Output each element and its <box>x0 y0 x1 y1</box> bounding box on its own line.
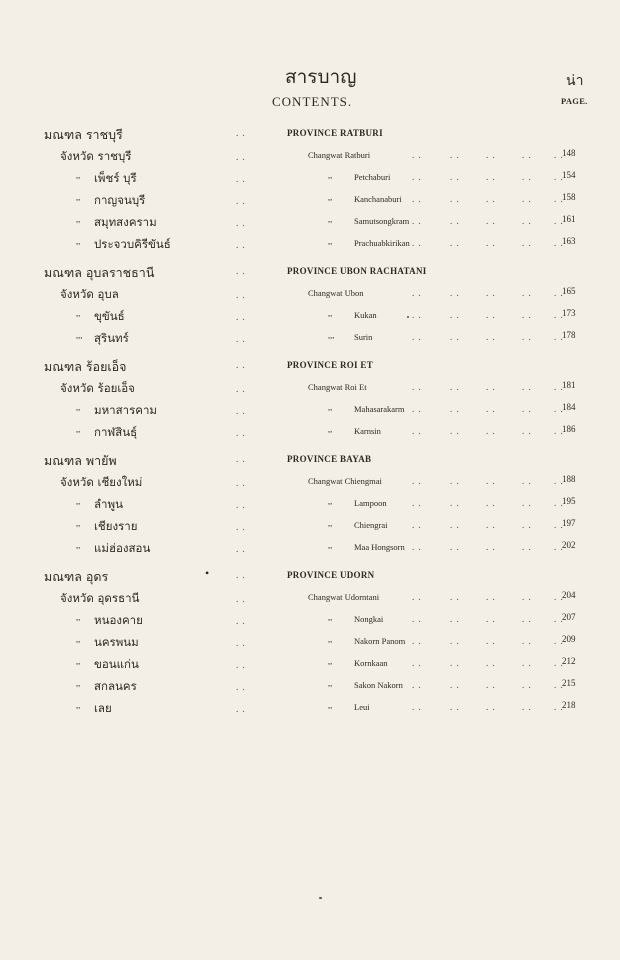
leader-dots: . . <box>236 312 246 322</box>
leader-dots: . . <box>554 542 564 552</box>
leader-dots: . . <box>554 216 564 226</box>
page-column-english-label: PAGE. <box>561 96 588 106</box>
district-english-name: Petchaburi <box>354 172 391 182</box>
leader-dots: . . <box>236 500 246 510</box>
ditto-mark: ,, <box>76 634 81 644</box>
leader-dots: . . <box>450 310 460 320</box>
page-number: 207 <box>562 612 576 622</box>
leader-dots: . . <box>554 476 564 486</box>
leader-dots: . . <box>522 476 532 486</box>
leader-dots: . . <box>236 384 246 394</box>
district-english-name: Leui <box>354 702 370 712</box>
changwat-thai-name: จังหวัด อุบล <box>60 287 119 301</box>
leader-dots: . . <box>450 498 460 508</box>
leader-dots: . . <box>554 172 564 182</box>
ditto-mark: ,, <box>76 308 81 318</box>
leader-dots: . . <box>450 614 460 624</box>
leader-dots: . . <box>236 478 246 488</box>
leader-dots: . . <box>522 310 532 320</box>
ditto-mark: ,, <box>328 656 333 666</box>
leader-dots: . . <box>236 638 246 648</box>
changwat-english-name: Changwat Ubon <box>308 288 364 298</box>
leader-dots: . . <box>412 150 422 160</box>
ditto-mark: ,, <box>328 170 333 180</box>
leader-dots: . . <box>236 616 246 626</box>
leader-dots: . . <box>522 288 532 298</box>
district-english-name: Nakorn Panom <box>354 636 406 646</box>
leader-dots: . . <box>412 332 422 342</box>
leader-dots: . . <box>554 288 564 298</box>
leader-dots: . . <box>522 636 532 646</box>
leader-dots: . . <box>486 194 496 204</box>
page-number: 181 <box>562 380 576 390</box>
leader-dots: . . <box>554 238 564 248</box>
ditto-thai-name: ประจวบคิรีขันธ์ <box>94 237 171 251</box>
province-thai-name: มณฑล ร้อยเอ็จ <box>44 359 127 374</box>
leader-dots: . . <box>486 592 496 602</box>
leader-dots: . . <box>522 172 532 182</box>
ditto-mark: ,, <box>76 678 81 688</box>
leader-dots: . . <box>236 174 246 184</box>
leader-dots: . . <box>522 194 532 204</box>
page-number: 204 <box>562 590 576 600</box>
leader-dots: . . <box>486 636 496 646</box>
district-english-name: Mahasarakarm <box>354 404 405 414</box>
changwat-english-name: Changwat Udorntani <box>308 592 380 602</box>
leader-dots: . . <box>236 428 246 438</box>
leader-dots: . . <box>412 520 422 530</box>
page-column-thai-label: น่า <box>566 73 584 89</box>
leader-dots: . . <box>412 542 422 552</box>
leader-dots: . . <box>412 404 422 414</box>
page-number: 202 <box>562 540 576 550</box>
leader-dots: . . <box>236 218 246 228</box>
district-english-name: Chiengrai <box>354 520 388 530</box>
changwat-thai-name: จังหวัด ร้อยเอ็จ <box>60 381 135 395</box>
leader-dots: . . <box>486 404 496 414</box>
leader-dots: . . <box>486 498 496 508</box>
ditto-mark: ,, <box>328 402 333 412</box>
ditto-mark: ,, <box>76 192 81 202</box>
leader-dots: . . <box>486 332 496 342</box>
leader-dots: . . <box>236 682 246 692</box>
leader-dots: . . <box>236 360 246 370</box>
ditto-mark: ,, <box>328 308 333 318</box>
leader-dots: . . <box>236 128 246 138</box>
leader-dots: . . <box>486 288 496 298</box>
leader-dots: . . <box>412 658 422 668</box>
leader-dots: . . <box>486 614 496 624</box>
leader-dots: . . <box>236 594 246 604</box>
thai-title: สารบาญ <box>285 66 357 88</box>
ditto-mark: ,, <box>76 402 81 412</box>
leader-dots: . . <box>554 332 564 342</box>
leader-dots: . . <box>450 172 460 182</box>
ditto-thai-name: สกลนคร <box>94 679 137 693</box>
ditto-mark: ,, <box>76 540 81 550</box>
ditto-mark: ,, <box>76 700 81 710</box>
leader-dots: . . <box>450 542 460 552</box>
bullet-mark: • <box>205 566 210 580</box>
ditto-thai-name: นครพนม <box>94 635 139 649</box>
leader-dots: . . <box>236 406 246 416</box>
leader-dots: . . <box>450 238 460 248</box>
page-number: 163 <box>562 236 576 246</box>
leader-dots: . . <box>412 592 422 602</box>
leader-dots: . . <box>412 680 422 690</box>
ditto-mark: ,, <box>76 612 81 622</box>
changwat-thai-name: จังหวัด อุดรธานี <box>60 591 140 605</box>
leader-dots: . . <box>522 520 532 530</box>
leader-dots: . . <box>412 476 422 486</box>
leader-dots: . . <box>486 520 496 530</box>
leader-dots: . . <box>486 658 496 668</box>
leader-dots: . . <box>554 636 564 646</box>
leader-dots: . . <box>554 150 564 160</box>
ditto-mark: ,, <box>328 214 333 224</box>
leader-dots: . . <box>412 636 422 646</box>
leader-dots: . . <box>450 702 460 712</box>
changwat-english-name: Changwat Roi Et <box>308 382 367 392</box>
leader-dots: . . <box>522 498 532 508</box>
ditto-mark: ,, <box>328 518 333 528</box>
ditto-thai-name: เพ็ชร์ บุรี <box>94 171 137 185</box>
district-english-name: Prachuabkirikan <box>354 238 410 248</box>
ditto-mark: ,, <box>76 214 81 224</box>
leader-dots: . . <box>412 498 422 508</box>
leader-dots: . . <box>554 592 564 602</box>
leader-dots: . . <box>554 404 564 414</box>
ditto-thai-name: ลำพูน <box>94 497 123 511</box>
leader-dots: . . <box>450 150 460 160</box>
page-number: 165 <box>562 286 576 296</box>
leader-dots: . . <box>522 332 532 342</box>
leader-dots: . . <box>486 172 496 182</box>
leader-dots: . . <box>554 702 564 712</box>
leader-dots: . . <box>554 680 564 690</box>
province-english-name: PROVINCE UDORN <box>287 570 375 580</box>
leader-dots: . . <box>412 382 422 392</box>
leader-dots: . . <box>450 216 460 226</box>
page-number: 154 <box>562 170 576 180</box>
page-number: 186 <box>562 424 576 434</box>
leader-dots: . . <box>554 382 564 392</box>
province-thai-name: มณฑล อุดร <box>44 569 109 584</box>
page-number: 173 <box>562 308 576 318</box>
paper-speck <box>319 897 322 899</box>
district-english-name: Kornkaan <box>354 658 388 668</box>
ditto-mark: ,,, <box>328 330 335 340</box>
page-number: 215 <box>562 678 576 688</box>
page-number: 197 <box>562 518 576 528</box>
leader-dots: . . <box>412 288 422 298</box>
leader-dots: . . <box>522 404 532 414</box>
ditto-thai-name: แม่ฮ่องสอน <box>94 541 151 555</box>
leader-dots: . . <box>412 310 422 320</box>
leader-dots: . . <box>486 238 496 248</box>
page-number: 148 <box>562 148 576 158</box>
page-number: 158 <box>562 192 576 202</box>
ditto-mark: ,, <box>76 170 81 180</box>
leader-dots: . . <box>486 702 496 712</box>
paper-speck <box>407 316 409 318</box>
province-english-name: PROVINCE ROI ET <box>287 360 374 370</box>
leader-dots: . . <box>412 172 422 182</box>
ditto-mark: ,, <box>328 634 333 644</box>
ditto-thai-name: เลย <box>94 701 112 715</box>
province-thai-name: มณฑล พายัพ <box>44 453 117 468</box>
ditto-mark: ,, <box>328 678 333 688</box>
ditto-mark: ,, <box>76 656 81 666</box>
district-english-name: Lampoon <box>354 498 387 508</box>
ditto-mark: ,, <box>328 424 333 434</box>
leader-dots: . . <box>554 310 564 320</box>
leader-dots: . . <box>236 152 246 162</box>
leader-dots: . . <box>236 544 246 554</box>
leader-dots: . . <box>236 660 246 670</box>
leader-dots: . . <box>554 658 564 668</box>
district-english-name: Kukan <box>354 310 377 320</box>
leader-dots: . . <box>522 680 532 690</box>
changwat-thai-name: จังหวัด เชียงใหม่ <box>60 475 143 489</box>
ditto-thai-name: กาญจนบุรี <box>94 193 146 207</box>
district-english-name: Maa Hongsorn <box>354 542 405 552</box>
leader-dots: . . <box>486 426 496 436</box>
ditto-mark: ,, <box>328 540 333 550</box>
province-english-name: PROVINCE RATBURI <box>287 128 383 138</box>
leader-dots: . . <box>450 658 460 668</box>
leader-dots: . . <box>554 426 564 436</box>
ditto-mark: ,, <box>76 236 81 246</box>
leader-dots: . . <box>236 240 246 250</box>
leader-dots: . . <box>236 196 246 206</box>
district-english-name: Samutsongkram <box>354 216 410 226</box>
district-english-name: Surin <box>354 332 373 342</box>
leader-dots: . . <box>486 476 496 486</box>
ditto-mark: ,,, <box>76 330 83 340</box>
leader-dots: . . <box>522 614 532 624</box>
ditto-thai-name: มหาสารคาม <box>94 403 158 417</box>
district-english-name: Sakon Nakorn <box>354 680 403 690</box>
ditto-mark: ,, <box>328 236 333 246</box>
leader-dots: . . <box>486 542 496 552</box>
district-english-name: Karnsin <box>354 426 381 436</box>
english-title: CONTENTS. <box>272 94 353 109</box>
ditto-mark: ,, <box>76 518 81 528</box>
leader-dots: . . <box>522 150 532 160</box>
ditto-thai-name: กาฬสินธุ์ <box>94 425 138 439</box>
leader-dots: . . <box>554 614 564 624</box>
page-number: 178 <box>562 330 576 340</box>
leader-dots: . . <box>450 194 460 204</box>
province-english-name: PROVINCE BAYAB <box>287 454 372 464</box>
leader-dots: . . <box>412 702 422 712</box>
leader-dots: . . <box>522 238 532 248</box>
leader-dots: . . <box>554 194 564 204</box>
leader-dots: . . <box>450 476 460 486</box>
page-number: 188 <box>562 474 576 484</box>
leader-dots: . . <box>522 702 532 712</box>
district-english-name: Kanchanaburi <box>354 194 402 204</box>
leader-dots: . . <box>412 614 422 624</box>
ditto-mark: ,, <box>328 700 333 710</box>
page-number: 195 <box>562 496 576 506</box>
district-english-name: Nongkai <box>354 614 384 624</box>
leader-dots: . . <box>236 454 246 464</box>
leader-dots: . . <box>522 542 532 552</box>
ditto-thai-name: หนองคาย <box>94 613 143 627</box>
leader-dots: . . <box>412 216 422 226</box>
page-number: 184 <box>562 402 576 412</box>
page-number: 218 <box>562 700 576 710</box>
leader-dots: . . <box>522 382 532 392</box>
province-thai-name: มณฑล ราชบุรี <box>44 127 123 142</box>
leader-dots: . . <box>486 310 496 320</box>
leader-dots: . . <box>522 658 532 668</box>
ditto-mark: ,, <box>328 496 333 506</box>
ditto-thai-name: สุรินทร์ <box>94 331 129 345</box>
leader-dots: . . <box>450 636 460 646</box>
leader-dots: . . <box>236 290 246 300</box>
leader-dots: . . <box>522 592 532 602</box>
leader-dots: . . <box>412 194 422 204</box>
leader-dots: . . <box>412 238 422 248</box>
ditto-thai-name: ขุขันธ์ <box>94 309 125 323</box>
leader-dots: . . <box>554 498 564 508</box>
leader-dots: . . <box>450 288 460 298</box>
leader-dots: . . <box>450 332 460 342</box>
province-thai-name: มณฑล อุบลราชธานี <box>44 265 155 280</box>
ditto-mark: ,, <box>76 424 81 434</box>
leader-dots: . . <box>236 334 246 344</box>
ditto-mark: ,, <box>328 192 333 202</box>
leader-dots: . . <box>450 520 460 530</box>
leader-dots: . . <box>522 426 532 436</box>
leader-dots: . . <box>412 426 422 436</box>
ditto-thai-name: ขอนแก่น <box>94 657 139 671</box>
leader-dots: . . <box>486 680 496 690</box>
changwat-english-name: Changwat Ratburi <box>308 150 371 160</box>
leader-dots: . . <box>522 216 532 226</box>
leader-dots: . . <box>450 592 460 602</box>
leader-dots: . . <box>486 150 496 160</box>
leader-dots: . . <box>486 382 496 392</box>
page-number: 161 <box>562 214 576 224</box>
leader-dots: . . <box>486 216 496 226</box>
page-number: 209 <box>562 634 576 644</box>
province-english-name: PROVINCE UBON RACHATANI <box>287 266 427 276</box>
changwat-english-name: Changwat Chiengmai <box>308 476 382 486</box>
changwat-thai-name: จังหวัด ราชบุรี <box>60 149 132 163</box>
leader-dots: . . <box>450 382 460 392</box>
leader-dots: . . <box>236 704 246 714</box>
page-number: 212 <box>562 656 576 666</box>
leader-dots: . . <box>236 266 246 276</box>
ditto-thai-name: เชียงราย <box>94 519 138 533</box>
ditto-mark: ,, <box>76 496 81 506</box>
ditto-thai-name: สมุทสงคราม <box>94 215 157 229</box>
ditto-mark: ,, <box>328 612 333 622</box>
leader-dots: . . <box>236 522 246 532</box>
leader-dots: . . <box>236 570 246 580</box>
leader-dots: . . <box>450 680 460 690</box>
leader-dots: . . <box>450 404 460 414</box>
leader-dots: . . <box>554 520 564 530</box>
leader-dots: . . <box>450 426 460 436</box>
